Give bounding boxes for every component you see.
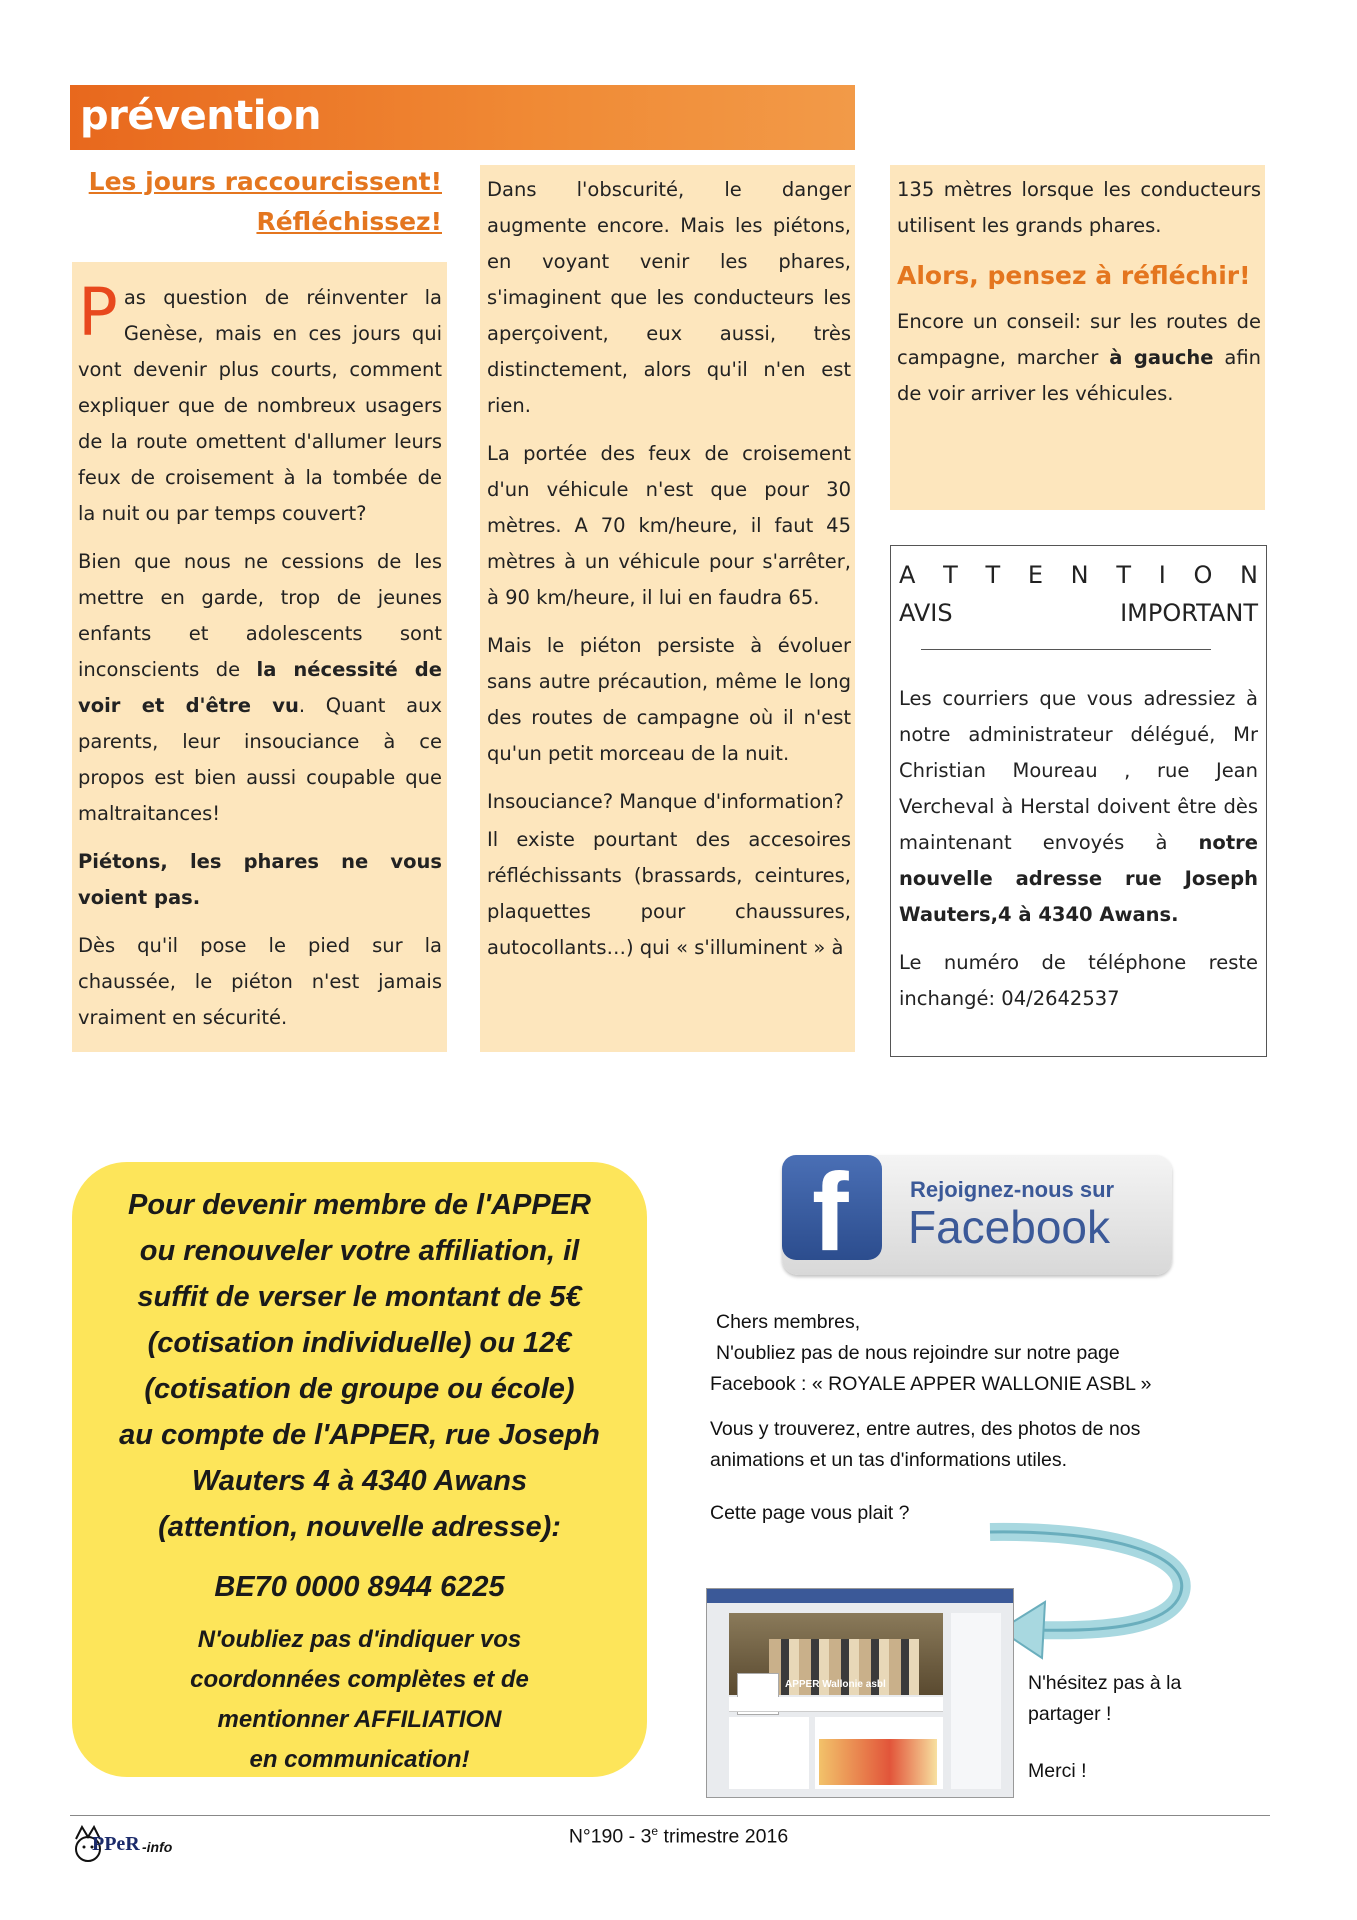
text-line: Facebook : « ROYALE APPER WALLONIE ASBL » (710, 1373, 1152, 1395)
paragraph: 135 mètres lorsque les conducteurs utilisent les grands phares. (897, 178, 1261, 237)
notice-title: AVIS IMPORTANT (899, 599, 1258, 627)
issue-prefix: N°190 - 3 (568, 1825, 652, 1848)
issue-superscript: e (651, 1824, 659, 1838)
subtitle-line-1: Les jours raccourcissent! (88, 167, 442, 196)
left-column (729, 1717, 809, 1789)
issue-suffix: trimestre 2016 (658, 1825, 789, 1848)
article-column-2 (487, 172, 851, 978)
attention-title: A T T E N T I O N (899, 561, 1258, 589)
page-tabs (729, 1697, 943, 1712)
paragraph: La portée des feux de croisement d'un véhicule n'est que pour 30 mètres. A 70 km/heure, il faut 45 mètres à un véhicule pour s'arrêter, à 90 km/heure, il lui en faudra 65. (487, 442, 851, 609)
logo-text: PPeR (92, 1833, 140, 1855)
question: Cette page vous plait ? (710, 1502, 910, 1524)
text-line: (cotisation individuelle) ou 12€ (147, 1327, 572, 1359)
text-line: coordonnées complètes et de (190, 1666, 529, 1693)
facebook-message (710, 1307, 1152, 1529)
facebook-join-button[interactable] (782, 1151, 1172, 1275)
logo-letter: f (812, 1151, 849, 1274)
article-column-3 (897, 172, 1261, 424)
text-line: (attention, nouvelle adresse): (158, 1511, 561, 1543)
text: Bien que nous ne cessions de les mettre en garde, trop de jeunes enfants et adolescents sont inconscients de (78, 550, 442, 681)
emphasis: à gauche (1109, 346, 1214, 369)
new-address: notre nouvelle adresse rue Joseph Wauters,4 à 4340 Awans. (899, 831, 1258, 926)
text-line: Wauters 4 à 4340 Awans (191, 1465, 528, 1497)
text-line: N'oubliez pas d'indiquer vos (197, 1626, 522, 1653)
emphasis: Piétons, les phares ne vous voient pas. (78, 850, 442, 909)
text-line: mentionner AFFILIATION (217, 1706, 502, 1733)
paragraph: Insouciance? Manque d'information? (487, 790, 844, 813)
paragraph: Mais le piéton persiste à évoluer sans autre précaution, même le long des routes de campagne où il n'est qu'un petit morceau de la nuit. (487, 634, 851, 765)
subtitle-line-2: Réfléchissez! (256, 207, 442, 236)
emphasis: la nécessité de voir et d'être vu (78, 658, 442, 717)
facebook-brand: Facebook (908, 1201, 1111, 1253)
text-line: N'oubliez pas de nous rejoindre sur notre page (716, 1342, 1120, 1364)
text: . Quant aux parents, leur insouciance à ce propos est bien aussi coupable que maltraitances! (78, 694, 442, 825)
text-line: ou renouveler votre affiliation, il (139, 1235, 580, 1267)
section-header-bar (70, 85, 855, 150)
text: afin de voir arriver les véhicules. (897, 346, 1261, 405)
fb-top-bar (707, 1589, 1013, 1603)
footer-divider (70, 1815, 1270, 1816)
facebook-logo-icon (782, 1151, 882, 1274)
article-column-1 (78, 274, 442, 1048)
share-message (1028, 1668, 1181, 1787)
membership-note (72, 1620, 647, 1780)
membership-box (72, 1162, 647, 1777)
attention-notice-box (890, 545, 1267, 1057)
facebook-page-screenshot (706, 1588, 1014, 1798)
dropcap: P (78, 274, 118, 351)
membership-text (72, 1182, 647, 1550)
paragraph-intro (78, 274, 442, 532)
post-image (819, 1739, 937, 1785)
paragraph (899, 681, 1258, 933)
text-line: Vous y trouverez, entre autres, des photos de nos (710, 1418, 1141, 1440)
text-line: suffit de verser le montant de 5€ (137, 1281, 582, 1313)
divider (921, 649, 1211, 650)
column-3-heading: Alors, pensez à réfléchir! (897, 261, 1251, 290)
greeting: Chers membres, (716, 1311, 861, 1333)
text-line: au compte de l'APPER, rue Joseph (119, 1419, 600, 1451)
paragraph-bold-statement (78, 844, 442, 916)
page-name: APPER Wallonie asbl (785, 1679, 886, 1690)
paragraph: Dans l'obscurité, le danger augmente encore. Mais les piétons, en voyant venir les phares, s'imaginent que les conducteurs les aperçoivent, eux aussi, très distinctement, alors qu'il n'en est rien. (487, 178, 851, 417)
paragraph: Le numéro de téléphone reste inchangé: 04/2642537 (899, 951, 1258, 1010)
text: Les courriers que vous adressiez à notre administrateur délégué, Mr Christian Moureau , rue Jean Vercheval à Herstal doivent être dès maintenant envoyés à (899, 687, 1258, 854)
section-title: prévention (80, 93, 321, 139)
thanks-text: Merci ! (1028, 1760, 1087, 1782)
text-line: partager ! (1028, 1703, 1112, 1725)
attention-body (899, 681, 1258, 1029)
text-line: Pour devenir membre de l'APPER (128, 1189, 591, 1221)
paragraph-safety: Dès qu'il pose le pied sur la chaussée, le piéton n'est jamais vraiment en sécurité. (78, 934, 442, 1029)
post-area (815, 1717, 943, 1789)
text-line: N'hésitez pas à la (1028, 1672, 1182, 1694)
iban: BE70 0000 8944 6225 (214, 1571, 505, 1603)
text-line: (cotisation de groupe ou école) (144, 1373, 575, 1405)
text-line: en communication! (249, 1746, 470, 1773)
paragraph-intro-text: as question de réinventer la Genèse, mais en ces jours qui vont devenir plus courts, comment expliquer que de nombreux usagers de la route omettent d'allumer leurs feux de croisement à la tombée de la nuit ou par temps couvert? (78, 286, 442, 525)
right-sidebar (951, 1613, 1001, 1789)
join-text: Rejoignez-nous sur (910, 1177, 1115, 1202)
article-subtitle (72, 162, 442, 242)
logo-suffix: -info (142, 1839, 173, 1855)
issue-number (0, 1824, 1357, 1849)
paragraph-warning (78, 544, 442, 832)
paragraph: Il existe pourtant des accesoires réfléchissants (brassards, ceintures, plaquettes pour chaussures, autocollants…) qui « s'illuminent » à (487, 828, 851, 959)
text-line: animations et un tas d'informations utiles. (710, 1449, 1068, 1471)
text: Encore un conseil: sur les routes de campagne, marcher (897, 310, 1261, 369)
paragraph (897, 304, 1261, 412)
